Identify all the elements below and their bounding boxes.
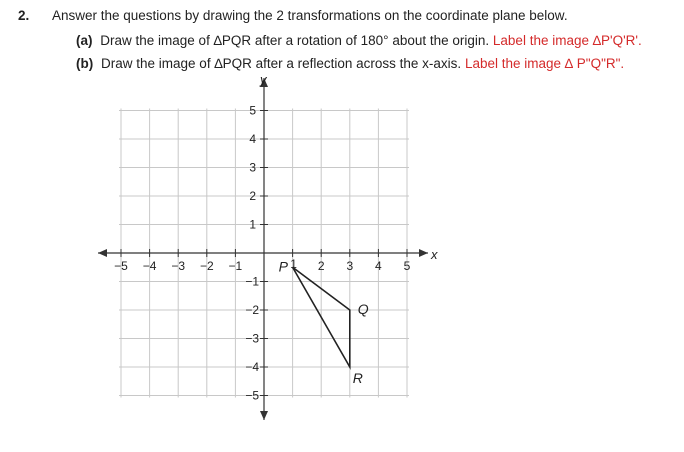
x-tick-label: 5 [403, 259, 411, 273]
x-tick-label: −1 [228, 259, 243, 273]
y-tick-label: −2 [245, 303, 259, 317]
question-number: 2. [18, 8, 30, 23]
x-tick-label: −2 [199, 259, 214, 273]
x-axis-label: x [431, 247, 438, 262]
y-tick-label: −1 [245, 274, 259, 289]
y-tick-label: 5 [249, 103, 256, 118]
y-tick-label: −3 [245, 331, 259, 346]
part-b-instruction: Label the image ∆ P"Q"R". [464, 56, 625, 71]
y-axis-label: y [260, 72, 267, 87]
x-tick-label: 3 [346, 259, 354, 273]
part-b-letter: (b) [76, 56, 94, 71]
y-tick-label: −4 [245, 360, 259, 374]
x-tick-label: −5 [114, 259, 128, 273]
part-a-text: Draw the image of ∆PQR after a rotation of 180° about the origin. [100, 33, 490, 48]
part-a-letter: (a) [76, 33, 93, 48]
y-axis-arrow-down [260, 411, 268, 420]
x-tick-label: −4 [142, 259, 157, 273]
vertex-label-q: Q [357, 301, 369, 317]
y-tick-label: 2 [249, 189, 256, 203]
part-b-text: Draw the image of ∆PQR after a reflection across the x-axis. [101, 56, 462, 71]
x-axis-arrow-left [98, 249, 107, 257]
y-tick-label: 1 [249, 217, 256, 232]
vertex-label-r: R [352, 370, 363, 386]
x-tick-label: 2 [317, 259, 325, 273]
part-a-instruction: Label the image ∆P'Q'R'. [492, 33, 642, 48]
x-tick-label: −3 [171, 259, 186, 273]
x-tick-label: 4 [375, 259, 382, 273]
y-tick-label: 4 [249, 132, 256, 146]
y-tick-label: −5 [245, 388, 259, 403]
x-tick-label: 1 [290, 257, 297, 271]
vertex-label-p: P [278, 258, 288, 275]
y-tick-label: 3 [249, 160, 256, 175]
x-axis-arrow-right [419, 249, 428, 257]
question-text: Answer the questions by drawing the 2 transformations on the coordinate plane below. [52, 8, 568, 23]
